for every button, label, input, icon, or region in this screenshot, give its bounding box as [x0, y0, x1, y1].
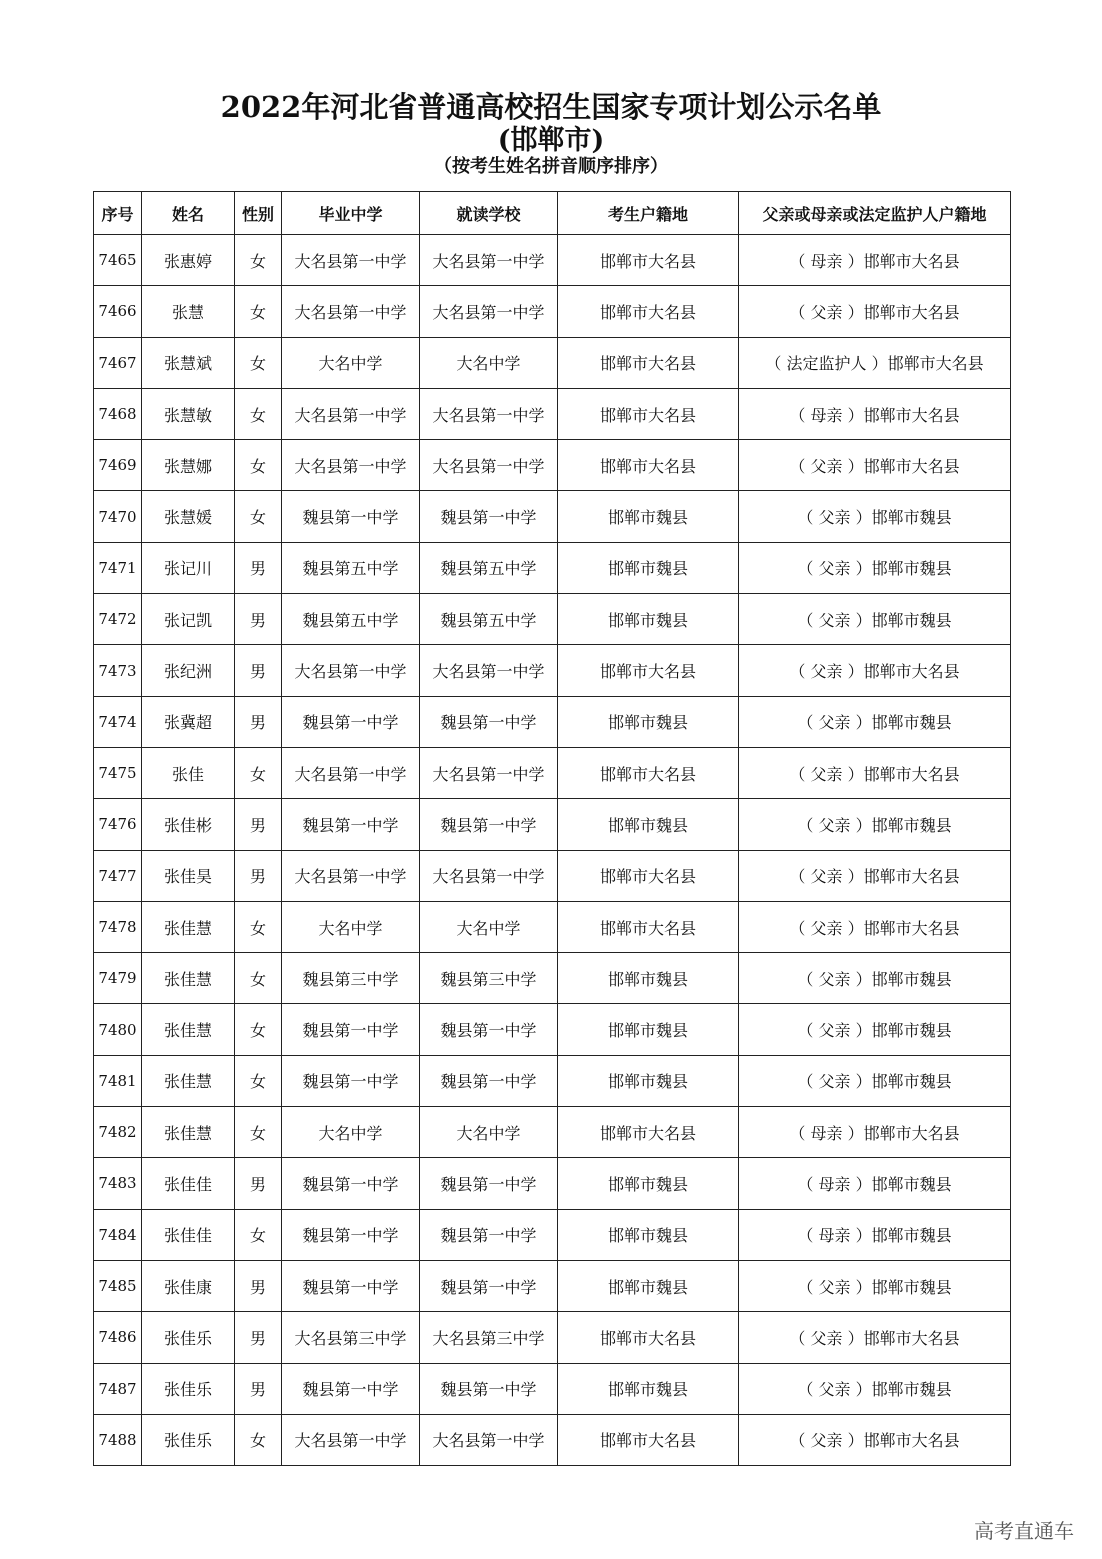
- table-row: [94, 953, 1011, 1004]
- cell-seq: 7477: [94, 850, 142, 901]
- header-gender: 性别: [235, 192, 282, 235]
- cell-current-school: 大名县第一中学: [420, 235, 558, 286]
- cell-guardian-household: （ 父亲 ）邯郸市大名县: [739, 1312, 1011, 1363]
- cell-gender: 女: [235, 440, 282, 491]
- cell-seq: 7488: [94, 1414, 142, 1465]
- cell-current-school: 魏县第五中学: [420, 542, 558, 593]
- cell-household: 邯郸市大名县: [558, 645, 739, 696]
- header-household: 考生户籍地: [558, 192, 739, 235]
- cell-graduated-school: 魏县第三中学: [282, 953, 420, 1004]
- cell-name: 张佳佳: [142, 1209, 235, 1260]
- cell-graduated-school: 大名县第一中学: [282, 747, 420, 798]
- cell-seq: 7471: [94, 542, 142, 593]
- cell-seq: 7475: [94, 747, 142, 798]
- table-row: [94, 1004, 1011, 1055]
- cell-name: 张佳康: [142, 1260, 235, 1311]
- cell-graduated-school: 魏县第一中学: [282, 696, 420, 747]
- cell-graduated-school: 大名中学: [282, 901, 420, 952]
- cell-seq: 7467: [94, 337, 142, 388]
- cell-household: 邯郸市大名县: [558, 286, 739, 337]
- cell-current-school: 大名中学: [420, 901, 558, 952]
- cell-seq: 7474: [94, 696, 142, 747]
- table-row: [94, 337, 1011, 388]
- cell-gender: 女: [235, 286, 282, 337]
- cell-household: 邯郸市魏县: [558, 1055, 739, 1106]
- cell-name: 张佳: [142, 747, 235, 798]
- cell-household: 邯郸市魏县: [558, 1158, 739, 1209]
- cell-name: 张纪洲: [142, 645, 235, 696]
- cell-graduated-school: 大名县第三中学: [282, 1312, 420, 1363]
- header-seq: 序号: [94, 192, 142, 235]
- cell-current-school: 大名县第一中学: [420, 747, 558, 798]
- table-row: [94, 235, 1011, 286]
- cell-seq: 7487: [94, 1363, 142, 1414]
- cell-gender: 男: [235, 799, 282, 850]
- cell-current-school: 大名县第一中学: [420, 286, 558, 337]
- cell-gender: 女: [235, 1209, 282, 1260]
- cell-current-school: 魏县第一中学: [420, 491, 558, 542]
- cell-guardian-household: （ 父亲 ）邯郸市大名县: [739, 440, 1011, 491]
- table-row: [94, 799, 1011, 850]
- cell-gender: 女: [235, 901, 282, 952]
- cell-current-school: 魏县第一中学: [420, 1004, 558, 1055]
- cell-household: 邯郸市大名县: [558, 901, 739, 952]
- cell-seq: 7466: [94, 286, 142, 337]
- cell-current-school: 魏县第一中学: [420, 799, 558, 850]
- cell-household: 邯郸市魏县: [558, 1209, 739, 1260]
- cell-household: 邯郸市魏县: [558, 1363, 739, 1414]
- document-title: 2022年河北省普通高校招生国家专项计划公示名单: [220, 90, 882, 124]
- cell-household: 邯郸市魏县: [558, 953, 739, 1004]
- cell-household: 邯郸市大名县: [558, 747, 739, 798]
- cell-current-school: 魏县第五中学: [420, 594, 558, 645]
- cell-household: 邯郸市魏县: [558, 542, 739, 593]
- cell-graduated-school: 魏县第五中学: [282, 542, 420, 593]
- cell-guardian-household: （ 母亲 ）邯郸市大名县: [739, 388, 1011, 439]
- cell-guardian-household: （ 父亲 ）邯郸市魏县: [739, 1004, 1011, 1055]
- cell-gender: 女: [235, 388, 282, 439]
- table-row: [94, 901, 1011, 952]
- cell-seq: 7476: [94, 799, 142, 850]
- cell-name: 张记凯: [142, 594, 235, 645]
- cell-guardian-household: （ 父亲 ）邯郸市大名县: [739, 747, 1011, 798]
- cell-current-school: 魏县第一中学: [420, 1055, 558, 1106]
- cell-guardian-household: （ 父亲 ）邯郸市大名县: [739, 1414, 1011, 1465]
- cell-seq: 7485: [94, 1260, 142, 1311]
- cell-name: 张佳慧: [142, 1107, 235, 1158]
- cell-guardian-household: （ 父亲 ）邯郸市魏县: [739, 1363, 1011, 1414]
- roster-table: [93, 191, 1011, 1466]
- cell-name: 张冀超: [142, 696, 235, 747]
- table-row: [94, 1363, 1011, 1414]
- header-graduated-school: 毕业中学: [282, 192, 420, 235]
- table-row: [94, 594, 1011, 645]
- header-current-school: 就读学校: [420, 192, 558, 235]
- cell-guardian-household: （ 母亲 ）邯郸市大名县: [739, 1107, 1011, 1158]
- cell-gender: 男: [235, 850, 282, 901]
- cell-name: 张慧娜: [142, 440, 235, 491]
- cell-guardian-household: （ 父亲 ）邯郸市魏县: [739, 542, 1011, 593]
- cell-guardian-household: （ 父亲 ）邯郸市魏县: [739, 1055, 1011, 1106]
- cell-gender: 女: [235, 337, 282, 388]
- cell-gender: 男: [235, 594, 282, 645]
- cell-graduated-school: 大名县第一中学: [282, 440, 420, 491]
- cell-household: 邯郸市魏县: [558, 594, 739, 645]
- cell-name: 张慧斌: [142, 337, 235, 388]
- cell-name: 张佳慧: [142, 953, 235, 1004]
- document-subtitle: (邯郸市): [497, 125, 605, 156]
- cell-household: 邯郸市大名县: [558, 337, 739, 388]
- cell-graduated-school: 大名县第一中学: [282, 388, 420, 439]
- header-name: 姓名: [142, 192, 235, 235]
- cell-household: 邯郸市魏县: [558, 491, 739, 542]
- cell-gender: 女: [235, 1004, 282, 1055]
- cell-gender: 女: [235, 1055, 282, 1106]
- cell-household: 邯郸市魏县: [558, 696, 739, 747]
- cell-graduated-school: 魏县第一中学: [282, 1004, 420, 1055]
- cell-gender: 男: [235, 1312, 282, 1363]
- cell-graduated-school: 大名县第一中学: [282, 645, 420, 696]
- cell-guardian-household: （ 母亲 ）邯郸市大名县: [739, 235, 1011, 286]
- cell-guardian-household: （ 父亲 ）邯郸市魏县: [739, 594, 1011, 645]
- cell-current-school: 大名县第一中学: [420, 440, 558, 491]
- cell-graduated-school: 魏县第一中学: [282, 1158, 420, 1209]
- cell-current-school: 魏县第一中学: [420, 1260, 558, 1311]
- cell-gender: 女: [235, 235, 282, 286]
- cell-household: 邯郸市大名县: [558, 1107, 739, 1158]
- cell-graduated-school: 大名县第一中学: [282, 286, 420, 337]
- cell-guardian-household: （ 父亲 ）邯郸市大名县: [739, 645, 1011, 696]
- cell-household: 邯郸市大名县: [558, 235, 739, 286]
- table-row: [94, 747, 1011, 798]
- cell-name: 张慧: [142, 286, 235, 337]
- cell-gender: 女: [235, 491, 282, 542]
- cell-guardian-household: （ 母亲 ）邯郸市魏县: [739, 1158, 1011, 1209]
- table-row: [94, 1107, 1011, 1158]
- table-row: [94, 1055, 1011, 1106]
- cell-name: 张慧敏: [142, 388, 235, 439]
- cell-graduated-school: 魏县第一中学: [282, 1055, 420, 1106]
- cell-current-school: 大名中学: [420, 1107, 558, 1158]
- cell-guardian-household: （ 父亲 ）邯郸市魏县: [739, 1260, 1011, 1311]
- cell-seq: 7473: [94, 645, 142, 696]
- cell-graduated-school: 魏县第一中学: [282, 1260, 420, 1311]
- table-row: [94, 1209, 1011, 1260]
- cell-name: 张佳慧: [142, 1055, 235, 1106]
- table-row: [94, 850, 1011, 901]
- cell-seq: 7484: [94, 1209, 142, 1260]
- cell-gender: 女: [235, 1107, 282, 1158]
- cell-gender: 男: [235, 1260, 282, 1311]
- cell-current-school: 魏县第一中学: [420, 1158, 558, 1209]
- cell-gender: 男: [235, 1158, 282, 1209]
- cell-name: 张佳昊: [142, 850, 235, 901]
- cell-graduated-school: 大名县第一中学: [282, 1414, 420, 1465]
- cell-seq: 7470: [94, 491, 142, 542]
- cell-seq: 7469: [94, 440, 142, 491]
- cell-seq: 7482: [94, 1107, 142, 1158]
- cell-gender: 男: [235, 696, 282, 747]
- header-guardian-household: 父亲或母亲或法定监护人户籍地: [739, 192, 1011, 235]
- cell-guardian-household: （ 法定监护人 ）邯郸市大名县: [739, 337, 1011, 388]
- table-row: [94, 491, 1011, 542]
- cell-name: 张佳佳: [142, 1158, 235, 1209]
- sort-note: （按考生姓名拼音顺序排序）: [434, 156, 668, 177]
- cell-name: 张佳乐: [142, 1312, 235, 1363]
- cell-graduated-school: 魏县第一中学: [282, 1363, 420, 1414]
- cell-guardian-household: （ 母亲 ）邯郸市魏县: [739, 1209, 1011, 1260]
- cell-current-school: 魏县第一中学: [420, 1209, 558, 1260]
- cell-guardian-household: （ 父亲 ）邯郸市魏县: [739, 799, 1011, 850]
- cell-graduated-school: 魏县第一中学: [282, 799, 420, 850]
- cell-graduated-school: 魏县第五中学: [282, 594, 420, 645]
- cell-seq: 7472: [94, 594, 142, 645]
- table-row: [94, 440, 1011, 491]
- cell-gender: 男: [235, 1363, 282, 1414]
- cell-name: 张佳乐: [142, 1363, 235, 1414]
- cell-seq: 7478: [94, 901, 142, 952]
- watermark-text: 高考直通车: [974, 1519, 1074, 1543]
- cell-name: 张佳慧: [142, 1004, 235, 1055]
- cell-guardian-household: （ 父亲 ）邯郸市魏县: [739, 696, 1011, 747]
- cell-seq: 7480: [94, 1004, 142, 1055]
- cell-gender: 女: [235, 747, 282, 798]
- cell-guardian-household: （ 父亲 ）邯郸市魏县: [739, 491, 1011, 542]
- cell-current-school: 大名县第三中学: [420, 1312, 558, 1363]
- table-header-row: [94, 192, 1011, 235]
- cell-current-school: 大名县第一中学: [420, 1414, 558, 1465]
- cell-household: 邯郸市魏县: [558, 1260, 739, 1311]
- cell-graduated-school: 大名中学: [282, 1107, 420, 1158]
- cell-graduated-school: 大名县第一中学: [282, 850, 420, 901]
- cell-name: 张佳彬: [142, 799, 235, 850]
- cell-graduated-school: 大名中学: [282, 337, 420, 388]
- cell-name: 张惠婷: [142, 235, 235, 286]
- cell-household: 邯郸市大名县: [558, 850, 739, 901]
- cell-name: 张记川: [142, 542, 235, 593]
- cell-current-school: 魏县第一中学: [420, 696, 558, 747]
- table-row: [94, 388, 1011, 439]
- table-row: [94, 645, 1011, 696]
- table-row: [94, 542, 1011, 593]
- cell-guardian-household: （ 父亲 ）邯郸市魏县: [739, 953, 1011, 1004]
- cell-current-school: 魏县第三中学: [420, 953, 558, 1004]
- cell-household: 邯郸市魏县: [558, 799, 739, 850]
- table-row: [94, 1312, 1011, 1363]
- cell-guardian-household: （ 父亲 ）邯郸市大名县: [739, 286, 1011, 337]
- table-row: [94, 286, 1011, 337]
- cell-household: 邯郸市大名县: [558, 1414, 739, 1465]
- cell-graduated-school: 大名县第一中学: [282, 235, 420, 286]
- cell-name: 张佳乐: [142, 1414, 235, 1465]
- cell-current-school: 大名中学: [420, 337, 558, 388]
- cell-seq: 7486: [94, 1312, 142, 1363]
- cell-current-school: 大名县第一中学: [420, 388, 558, 439]
- cell-gender: 男: [235, 645, 282, 696]
- table-row: [94, 1158, 1011, 1209]
- cell-current-school: 大名县第一中学: [420, 645, 558, 696]
- cell-seq: 7483: [94, 1158, 142, 1209]
- cell-graduated-school: 魏县第一中学: [282, 1209, 420, 1260]
- cell-gender: 女: [235, 1414, 282, 1465]
- cell-household: 邯郸市大名县: [558, 388, 739, 439]
- cell-household: 邯郸市魏县: [558, 1004, 739, 1055]
- cell-guardian-household: （ 父亲 ）邯郸市大名县: [739, 850, 1011, 901]
- cell-seq: 7479: [94, 953, 142, 1004]
- cell-seq: 7468: [94, 388, 142, 439]
- table-row: [94, 1414, 1011, 1465]
- cell-household: 邯郸市大名县: [558, 1312, 739, 1363]
- cell-current-school: 魏县第一中学: [420, 1363, 558, 1414]
- cell-gender: 女: [235, 953, 282, 1004]
- cell-seq: 7465: [94, 235, 142, 286]
- cell-current-school: 大名县第一中学: [420, 850, 558, 901]
- table-row: [94, 1260, 1011, 1311]
- cell-graduated-school: 魏县第一中学: [282, 491, 420, 542]
- cell-household: 邯郸市大名县: [558, 440, 739, 491]
- cell-seq: 7481: [94, 1055, 142, 1106]
- cell-guardian-household: （ 父亲 ）邯郸市大名县: [739, 901, 1011, 952]
- cell-name: 张慧媛: [142, 491, 235, 542]
- cell-gender: 男: [235, 542, 282, 593]
- table-row: [94, 696, 1011, 747]
- cell-name: 张佳慧: [142, 901, 235, 952]
